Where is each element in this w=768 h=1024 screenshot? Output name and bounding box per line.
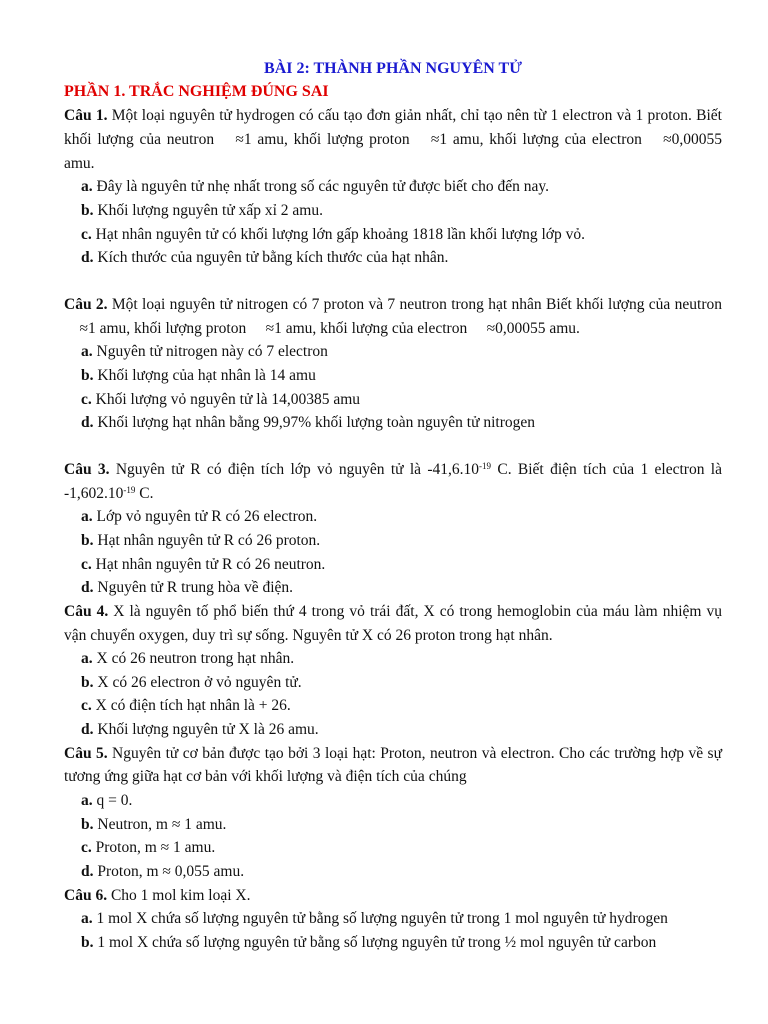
option-d [64,860,722,884]
option-letter: b. [81,531,94,549]
section-title: PHẦN 1. TRẮC NGHIỆM ĐÚNG SAI [64,83,329,100]
option-letter: d. [81,579,94,597]
question-text: 1 amu, khối lượng proton [243,130,416,148]
option-letter: a. [81,792,93,810]
option-text: Khối lượng vỏ nguyên tử là 14,00385 amu [91,390,361,408]
options-list-q3 [64,505,722,599]
option-text: Khối lượng nguyên tử xấp xỉ 2 amu. [93,201,323,219]
exponent: -19 [479,460,492,471]
option-a [64,175,722,199]
option-b [64,671,722,695]
option-b [64,529,722,553]
question-label: Câu 4. [64,602,109,620]
document-title: BÀI 2: THÀNH PHẦN NGUYÊN TỬ [264,60,522,77]
option-letter: a. [81,508,93,526]
option-text: Hạt nhân nguyên tử có khối lượng lớn gấp khoảng 1818 lần khối lượng lớp vỏ. [91,225,585,243]
question-text: Một loại nguyên tử hydrogen có cấu tạo đơn giản nhất, chỉ tạo nên từ 1 electron và 1 proton. Biết khối lượng của neutron [64,107,722,148]
option-text: Khối lượng hạt nhân bằng 99,97% khối lượng toàn nguyên tử nitrogen [93,414,536,432]
option-letter: b. [81,815,94,833]
option-letter: d. [81,414,94,432]
question-label: Câu 1. [64,107,108,124]
spacer [64,435,722,458]
option-letter: c. [81,225,92,243]
question-label: Câu 3. [64,460,110,478]
option-letter: c. [81,697,92,715]
question-text: X là nguyên tố phổ biến thứ 4 trong vỏ trái đất, X có trong hemoglobin của máu làm nhiệm vụ vận chuyển oxygen, duy trì sự sống. Nguyên tử X có 26 proton trong hạt nhân. [64,602,722,644]
option-letter: c. [81,839,92,857]
option-letter: d. [81,863,94,881]
option-text: 1 mol X chứa số lượng nguyên tử bằng số lượng nguyên tử trong 1 mol nguyên tử hydrogen [92,910,668,928]
option-c [64,836,722,860]
question-text: Nguyên tử cơ bản được tạo bởi 3 loại hạt: Proton, neutron và electron. Cho các trường hợp về sự tương ứng giữa hạt cơ bản với khối lượng và điện tích của chúng [64,744,722,786]
option-text: Đây là nguyên tử nhẹ nhất trong số các nguyên tử được biết cho đến nay. [92,178,549,196]
option-letter: a. [81,910,93,928]
options-list-q2 [64,340,722,434]
option-b [64,931,722,955]
question-label: Câu 5. [64,744,108,762]
option-b [64,364,722,388]
question-text: C. [135,484,154,502]
question-5 [64,742,722,790]
question-label: Câu 2. [64,295,108,313]
option-text: Lớp vỏ nguyên tử R có 26 electron. [92,508,318,526]
option-text: q = 0. [92,792,133,810]
question-text: 1 amu, khối lượng của electron [274,319,472,337]
option-text: X có điện tích hạt nhân là + 26. [91,697,291,715]
option-text: Nguyên tử R trung hòa về điện. [93,579,294,597]
option-text: Neutron, m ≈ 1 amu. [93,815,227,833]
option-a [64,340,722,364]
option-c [64,694,722,718]
option-text: X có 26 electron ở vỏ nguyên tử. [93,673,302,691]
option-text: 1 mol X chứa số lượng nguyên tử bằng số lượng nguyên tử trong ½ mol nguyên tử carbon [93,934,657,952]
question-text: 0,00055 amu. [495,319,580,337]
option-d [64,411,722,435]
approx-symbol: ≈ [265,319,275,337]
option-letter: b. [81,366,94,384]
option-d [64,718,722,742]
question-text: Cho 1 mol kim loại X. [107,886,251,904]
option-letter: b. [81,201,94,219]
option-text: X có 26 neutron trong hạt nhân. [92,650,295,668]
option-b [64,199,722,223]
option-d [64,576,722,600]
option-text: Hạt nhân nguyên tử R có 26 proton. [93,531,321,549]
option-letter: a. [81,343,93,361]
approx-symbol: ≈ [79,319,88,337]
option-text: Khối lượng của hạt nhân là 14 amu [93,366,316,384]
question-2 [64,293,722,341]
question-3 [64,458,722,506]
options-list-q5 [64,789,722,883]
option-text: Proton, m ≈ 1 amu. [91,839,216,857]
option-b [64,813,722,837]
option-letter: d. [81,249,94,267]
spacer [64,270,722,293]
option-letter: c. [81,390,92,408]
option-c [64,388,722,412]
option-letter: a. [81,178,93,196]
question-text: 1 amu, khối lượng proton [88,319,251,337]
option-a [64,789,722,813]
question-text: Một loại nguyên tử nitrogen có 7 proton và 7 neutron trong hạt nhân Biết khối lượng của neutron [107,295,722,313]
approx-symbol: ≈ [235,130,244,148]
approx-symbol: ≈ [430,130,440,148]
option-c [64,553,722,577]
options-list-q1 [64,175,722,269]
question-text: 1 amu, khối lượng của electron [439,130,648,148]
document-page [64,58,722,955]
option-letter: b. [81,673,94,691]
option-d [64,246,722,270]
option-text: Kích thước của nguyên tử bằng kích thước của hạt nhân. [93,249,449,267]
question-text: 0,00055 amu. [64,130,722,172]
option-text: Hạt nhân nguyên tử R có 26 neutron. [91,555,326,573]
option-letter: c. [81,555,92,573]
option-letter: d. [81,721,94,739]
option-a [64,505,722,529]
question-label: Câu 6. [64,886,108,904]
option-text: Nguyên tử nitrogen này có 7 electron [92,343,328,361]
exponent: -19 [123,484,136,495]
question-1 [64,104,722,175]
option-text: Khối lượng nguyên tử X là 26 amu. [93,721,319,739]
option-a [64,907,722,931]
option-a [64,647,722,671]
approx-symbol: ≈ [663,130,672,148]
question-text: C. Biết điện tích của 1 electron là -1,602.10 [64,460,722,502]
option-letter: a. [81,650,93,668]
approx-symbol: ≈ [486,319,496,337]
option-text: Proton, m ≈ 0,055 amu. [93,863,245,881]
options-list-q4 [64,647,722,741]
options-list-q6 [64,907,722,954]
question-text: Nguyên tử R có điện tích lớp vỏ nguyên tử là -41,6.10 [109,460,480,478]
question-4 [64,600,722,648]
question-6 [64,884,722,908]
option-letter: b. [81,934,94,952]
option-c [64,223,722,247]
